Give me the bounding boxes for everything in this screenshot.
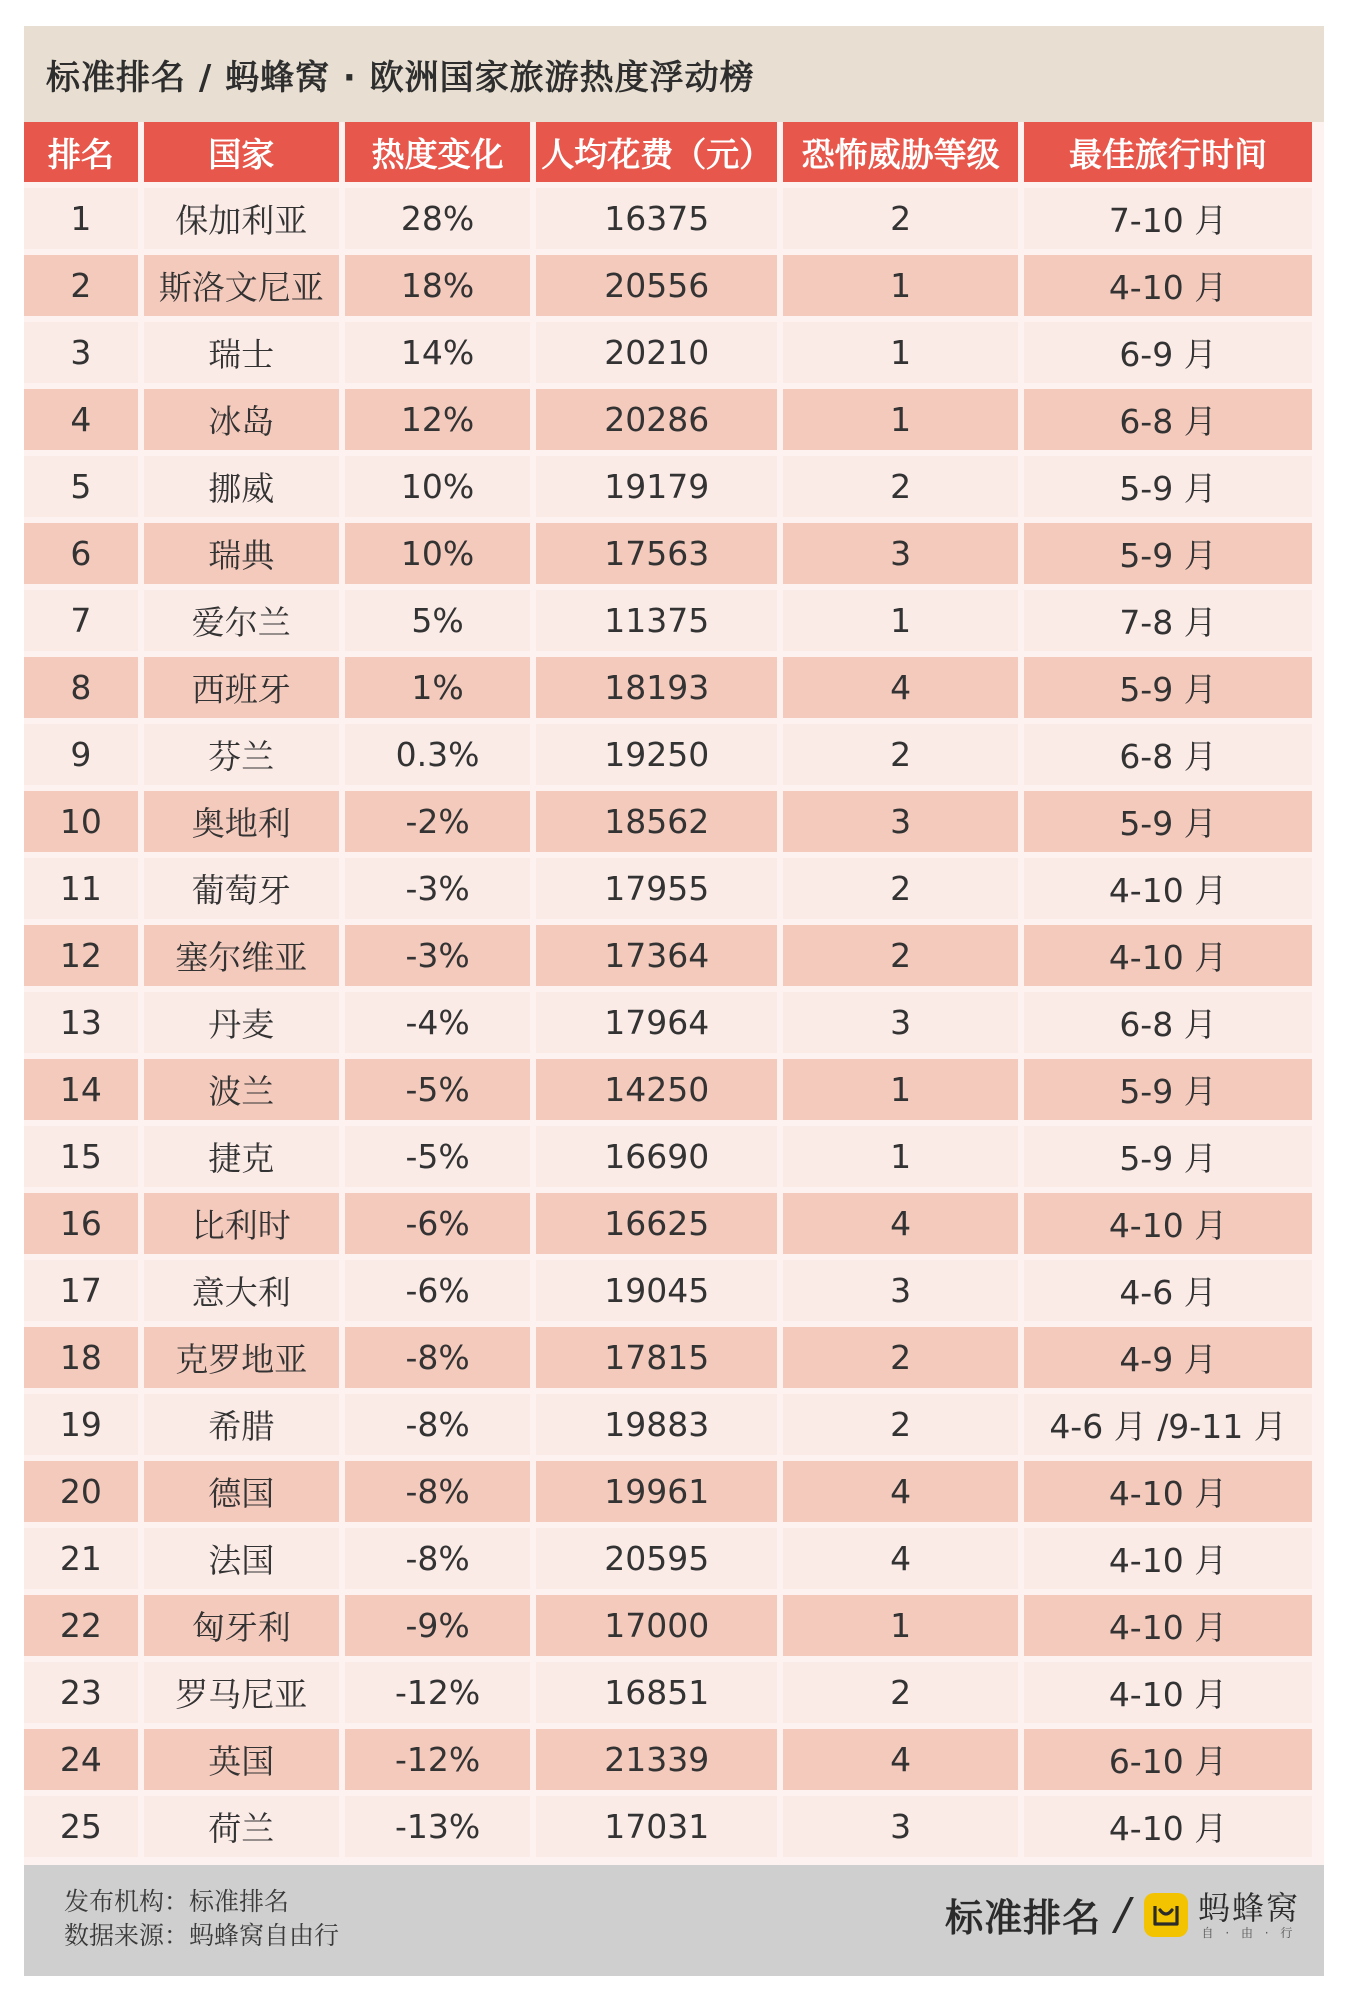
footer-brands xyxy=(945,1887,1300,1942)
cell-country: 爱尔兰 xyxy=(144,590,339,651)
cell-best-time: 6-10 月 xyxy=(1024,1729,1312,1790)
cell-avg-cost: 20286 xyxy=(536,389,777,450)
cell-best-time: 4-10 月 xyxy=(1024,858,1312,919)
cell-country: 比利时 xyxy=(144,1193,339,1254)
cell-heat-change: -6% xyxy=(345,1260,530,1321)
table-row xyxy=(24,1193,1312,1254)
cell-avg-cost: 19045 xyxy=(536,1260,777,1321)
table-row xyxy=(24,1729,1312,1790)
cell-heat-change: 28% xyxy=(345,188,530,249)
cell-threat-level: 1 xyxy=(783,389,1018,450)
cell-rank: 21 xyxy=(24,1528,138,1589)
cell-avg-cost: 11375 xyxy=(536,590,777,651)
cell-avg-cost: 18193 xyxy=(536,657,777,718)
cell-avg-cost: 19250 xyxy=(536,724,777,785)
source-text: 数据来源：蚂蜂窝自由行 xyxy=(64,1921,340,1950)
cell-heat-change: 1% xyxy=(345,657,530,718)
cell-rank: 16 xyxy=(24,1193,138,1254)
cell-avg-cost: 17563 xyxy=(536,523,777,584)
title-bar xyxy=(24,26,1324,122)
table-row xyxy=(24,1461,1312,1522)
cell-threat-level: 3 xyxy=(783,1796,1018,1857)
table-row xyxy=(24,389,1312,450)
cell-threat-level: 1 xyxy=(783,255,1018,316)
cell-rank: 25 xyxy=(24,1796,138,1857)
cell-avg-cost: 18562 xyxy=(536,791,777,852)
cell-country: 保加利亚 xyxy=(144,188,339,249)
cell-avg-cost: 16625 xyxy=(536,1193,777,1254)
cell-rank: 18 xyxy=(24,1327,138,1388)
cell-heat-change: -12% xyxy=(345,1729,530,1790)
cell-country: 瑞典 xyxy=(144,523,339,584)
cell-heat-change: -12% xyxy=(345,1662,530,1723)
cell-heat-change: -8% xyxy=(345,1528,530,1589)
table-body xyxy=(24,188,1312,1857)
cell-heat-change: -2% xyxy=(345,791,530,852)
cell-best-time: 6-8 月 xyxy=(1024,992,1312,1053)
cell-best-time: 5-9 月 xyxy=(1024,523,1312,584)
cell-avg-cost: 16375 xyxy=(536,188,777,249)
cell-avg-cost: 17364 xyxy=(536,925,777,986)
cell-avg-cost: 16690 xyxy=(536,1126,777,1187)
cell-threat-level: 2 xyxy=(783,925,1018,986)
cell-heat-change: -6% xyxy=(345,1193,530,1254)
cell-best-time: 7-10 月 xyxy=(1024,188,1312,249)
table-row xyxy=(24,1796,1312,1857)
cell-best-time: 4-10 月 xyxy=(1024,1796,1312,1857)
table-row xyxy=(24,523,1312,584)
cell-best-time: 4-10 月 xyxy=(1024,1193,1312,1254)
cell-country: 波兰 xyxy=(144,1059,339,1120)
cell-avg-cost: 19179 xyxy=(536,456,777,517)
cell-best-time: 6-8 月 xyxy=(1024,389,1312,450)
cell-threat-level: 2 xyxy=(783,188,1018,249)
cell-country: 西班牙 xyxy=(144,657,339,718)
footer-credits xyxy=(64,1885,339,1953)
cell-best-time: 5-9 月 xyxy=(1024,791,1312,852)
col-header-threat-level: 恐怖威胁等级 xyxy=(783,122,1018,182)
table-row xyxy=(24,1260,1312,1321)
cell-best-time: 4-10 月 xyxy=(1024,1461,1312,1522)
cell-rank: 19 xyxy=(24,1394,138,1455)
cell-rank: 5 xyxy=(24,456,138,517)
cell-best-time: 4-10 月 xyxy=(1024,925,1312,986)
table-row xyxy=(24,1528,1312,1589)
table-row xyxy=(24,456,1312,517)
cell-rank: 6 xyxy=(24,523,138,584)
cell-avg-cost: 17000 xyxy=(536,1595,777,1656)
cell-rank: 8 xyxy=(24,657,138,718)
cell-heat-change: -13% xyxy=(345,1796,530,1857)
cell-best-time: 5-9 月 xyxy=(1024,456,1312,517)
col-header-rank: 排名 xyxy=(24,122,138,182)
cell-heat-change: -9% xyxy=(345,1595,530,1656)
cell-threat-level: 3 xyxy=(783,1260,1018,1321)
cell-threat-level: 1 xyxy=(783,322,1018,383)
cell-rank: 11 xyxy=(24,858,138,919)
cell-threat-level: 3 xyxy=(783,791,1018,852)
cell-country: 意大利 xyxy=(144,1260,339,1321)
cell-country: 葡萄牙 xyxy=(144,858,339,919)
cell-avg-cost: 17031 xyxy=(536,1796,777,1857)
cell-rank: 14 xyxy=(24,1059,138,1120)
cell-avg-cost: 20210 xyxy=(536,322,777,383)
cell-rank: 10 xyxy=(24,791,138,852)
cell-best-time: 7-8 月 xyxy=(1024,590,1312,651)
cell-avg-cost: 14250 xyxy=(536,1059,777,1120)
cell-best-time: 4-9 月 xyxy=(1024,1327,1312,1388)
cell-heat-change: 0.3% xyxy=(345,724,530,785)
cell-heat-change: -5% xyxy=(345,1126,530,1187)
cell-threat-level: 4 xyxy=(783,1528,1018,1589)
cell-heat-change: 10% xyxy=(345,456,530,517)
cell-rank: 1 xyxy=(24,188,138,249)
table-row xyxy=(24,1327,1312,1388)
cell-rank: 15 xyxy=(24,1126,138,1187)
page-title: 标准排名 / 蚂蜂窝 · 欧洲国家旅游热度浮动榜 xyxy=(46,57,755,98)
cell-threat-level: 3 xyxy=(783,523,1018,584)
cell-rank: 17 xyxy=(24,1260,138,1321)
cell-avg-cost: 19883 xyxy=(536,1394,777,1455)
table-row xyxy=(24,322,1312,383)
ranking-table xyxy=(18,116,1318,1863)
cell-threat-level: 1 xyxy=(783,1059,1018,1120)
table-row xyxy=(24,992,1312,1053)
table-row xyxy=(24,925,1312,986)
cell-best-time: 5-9 月 xyxy=(1024,657,1312,718)
cell-avg-cost: 17964 xyxy=(536,992,777,1053)
cell-best-time: 4-10 月 xyxy=(1024,1662,1312,1723)
cell-rank: 4 xyxy=(24,389,138,450)
cell-rank: 20 xyxy=(24,1461,138,1522)
cell-country: 斯洛文尼亚 xyxy=(144,255,339,316)
brand-mafengwo xyxy=(1198,1890,1300,1940)
cell-threat-level: 1 xyxy=(783,590,1018,651)
cell-avg-cost: 19961 xyxy=(536,1461,777,1522)
ranking-card xyxy=(24,26,1324,1976)
col-header-country: 国家 xyxy=(144,122,339,182)
footer xyxy=(24,1865,1324,1976)
cell-avg-cost: 17955 xyxy=(536,858,777,919)
table-row xyxy=(24,1394,1312,1455)
cell-country: 匈牙利 xyxy=(144,1595,339,1656)
cell-country: 芬兰 xyxy=(144,724,339,785)
cell-country: 希腊 xyxy=(144,1394,339,1455)
col-header-heat-change: 热度变化 xyxy=(345,122,530,182)
cell-threat-level: 4 xyxy=(783,1461,1018,1522)
cell-best-time: 4-6 月 xyxy=(1024,1260,1312,1321)
cell-threat-level: 2 xyxy=(783,1662,1018,1723)
cell-best-time: 4-6 月 /9-11 月 xyxy=(1024,1394,1312,1455)
brand-standard-ranking: 标准排名 xyxy=(945,1896,1102,1940)
table-row xyxy=(24,724,1312,785)
cell-threat-level: 2 xyxy=(783,858,1018,919)
cell-rank: 2 xyxy=(24,255,138,316)
cell-threat-level: 1 xyxy=(783,1595,1018,1656)
cell-country: 瑞士 xyxy=(144,322,339,383)
cell-avg-cost: 20595 xyxy=(536,1528,777,1589)
cell-country: 冰岛 xyxy=(144,389,339,450)
cell-rank: 13 xyxy=(24,992,138,1053)
col-header-avg-cost: 人均花费（元） xyxy=(536,122,777,182)
cell-threat-level: 4 xyxy=(783,1193,1018,1254)
cell-rank: 7 xyxy=(24,590,138,651)
cell-best-time: 5-9 月 xyxy=(1024,1126,1312,1187)
cell-country: 罗马尼亚 xyxy=(144,1662,339,1723)
table-row xyxy=(24,590,1312,651)
brand-mafengwo-name: 蚂蜂窝 xyxy=(1197,1888,1300,1927)
table-header-row xyxy=(24,122,1312,182)
cell-country: 德国 xyxy=(144,1461,339,1522)
cell-country: 捷克 xyxy=(144,1126,339,1187)
cell-threat-level: 2 xyxy=(783,724,1018,785)
cell-best-time: 6-9 月 xyxy=(1024,322,1312,383)
cell-rank: 12 xyxy=(24,925,138,986)
cell-rank: 9 xyxy=(24,724,138,785)
cell-heat-change: -8% xyxy=(345,1327,530,1388)
cell-country: 法国 xyxy=(144,1528,339,1589)
table-row xyxy=(24,1059,1312,1120)
table-row xyxy=(24,1662,1312,1723)
cell-rank: 24 xyxy=(24,1729,138,1790)
cell-country: 克罗地亚 xyxy=(144,1327,339,1388)
cell-avg-cost: 20556 xyxy=(536,255,777,316)
cell-heat-change: 18% xyxy=(345,255,530,316)
cell-best-time: 4-10 月 xyxy=(1024,1595,1312,1656)
cell-heat-change: -8% xyxy=(345,1394,530,1455)
cell-country: 英国 xyxy=(144,1729,339,1790)
cell-heat-change: -5% xyxy=(345,1059,530,1120)
cell-heat-change: -3% xyxy=(345,858,530,919)
table-row xyxy=(24,858,1312,919)
table-row xyxy=(24,1126,1312,1187)
publisher-text: 发布机构：标准排名 xyxy=(64,1887,290,1916)
cell-rank: 22 xyxy=(24,1595,138,1656)
cell-threat-level: 2 xyxy=(783,456,1018,517)
mafengwo-smile-icon xyxy=(1144,1893,1188,1937)
cell-avg-cost: 16851 xyxy=(536,1662,777,1723)
cell-country: 塞尔维亚 xyxy=(144,925,339,986)
cell-threat-level: 4 xyxy=(783,657,1018,718)
table-row xyxy=(24,791,1312,852)
cell-avg-cost: 17815 xyxy=(536,1327,777,1388)
cell-country: 荷兰 xyxy=(144,1796,339,1857)
table-row xyxy=(24,657,1312,718)
col-header-best-time: 最佳旅行时间 xyxy=(1024,122,1312,182)
cell-best-time: 4-10 月 xyxy=(1024,1528,1312,1589)
cell-country: 挪威 xyxy=(144,456,339,517)
cell-avg-cost: 21339 xyxy=(536,1729,777,1790)
cell-heat-change: -3% xyxy=(345,925,530,986)
cell-threat-level: 1 xyxy=(783,1126,1018,1187)
table-row xyxy=(24,188,1312,249)
cell-rank: 3 xyxy=(24,322,138,383)
cell-heat-change: -4% xyxy=(345,992,530,1053)
cell-threat-level: 4 xyxy=(783,1729,1018,1790)
cell-rank: 23 xyxy=(24,1662,138,1723)
brand-mafengwo-sub: 自 · 由 · 行 xyxy=(1201,1925,1297,1940)
table-row xyxy=(24,255,1312,316)
cell-best-time: 5-9 月 xyxy=(1024,1059,1312,1120)
cell-heat-change: -8% xyxy=(345,1461,530,1522)
cell-heat-change: 12% xyxy=(345,389,530,450)
cell-heat-change: 5% xyxy=(345,590,530,651)
brand-separator: / xyxy=(1115,1889,1130,1940)
cell-threat-level: 3 xyxy=(783,992,1018,1053)
cell-threat-level: 2 xyxy=(783,1327,1018,1388)
cell-best-time: 6-8 月 xyxy=(1024,724,1312,785)
cell-country: 丹麦 xyxy=(144,992,339,1053)
cell-heat-change: 14% xyxy=(345,322,530,383)
cell-heat-change: 10% xyxy=(345,523,530,584)
cell-threat-level: 2 xyxy=(783,1394,1018,1455)
cell-best-time: 4-10 月 xyxy=(1024,255,1312,316)
table-row xyxy=(24,1595,1312,1656)
cell-country: 奥地利 xyxy=(144,791,339,852)
